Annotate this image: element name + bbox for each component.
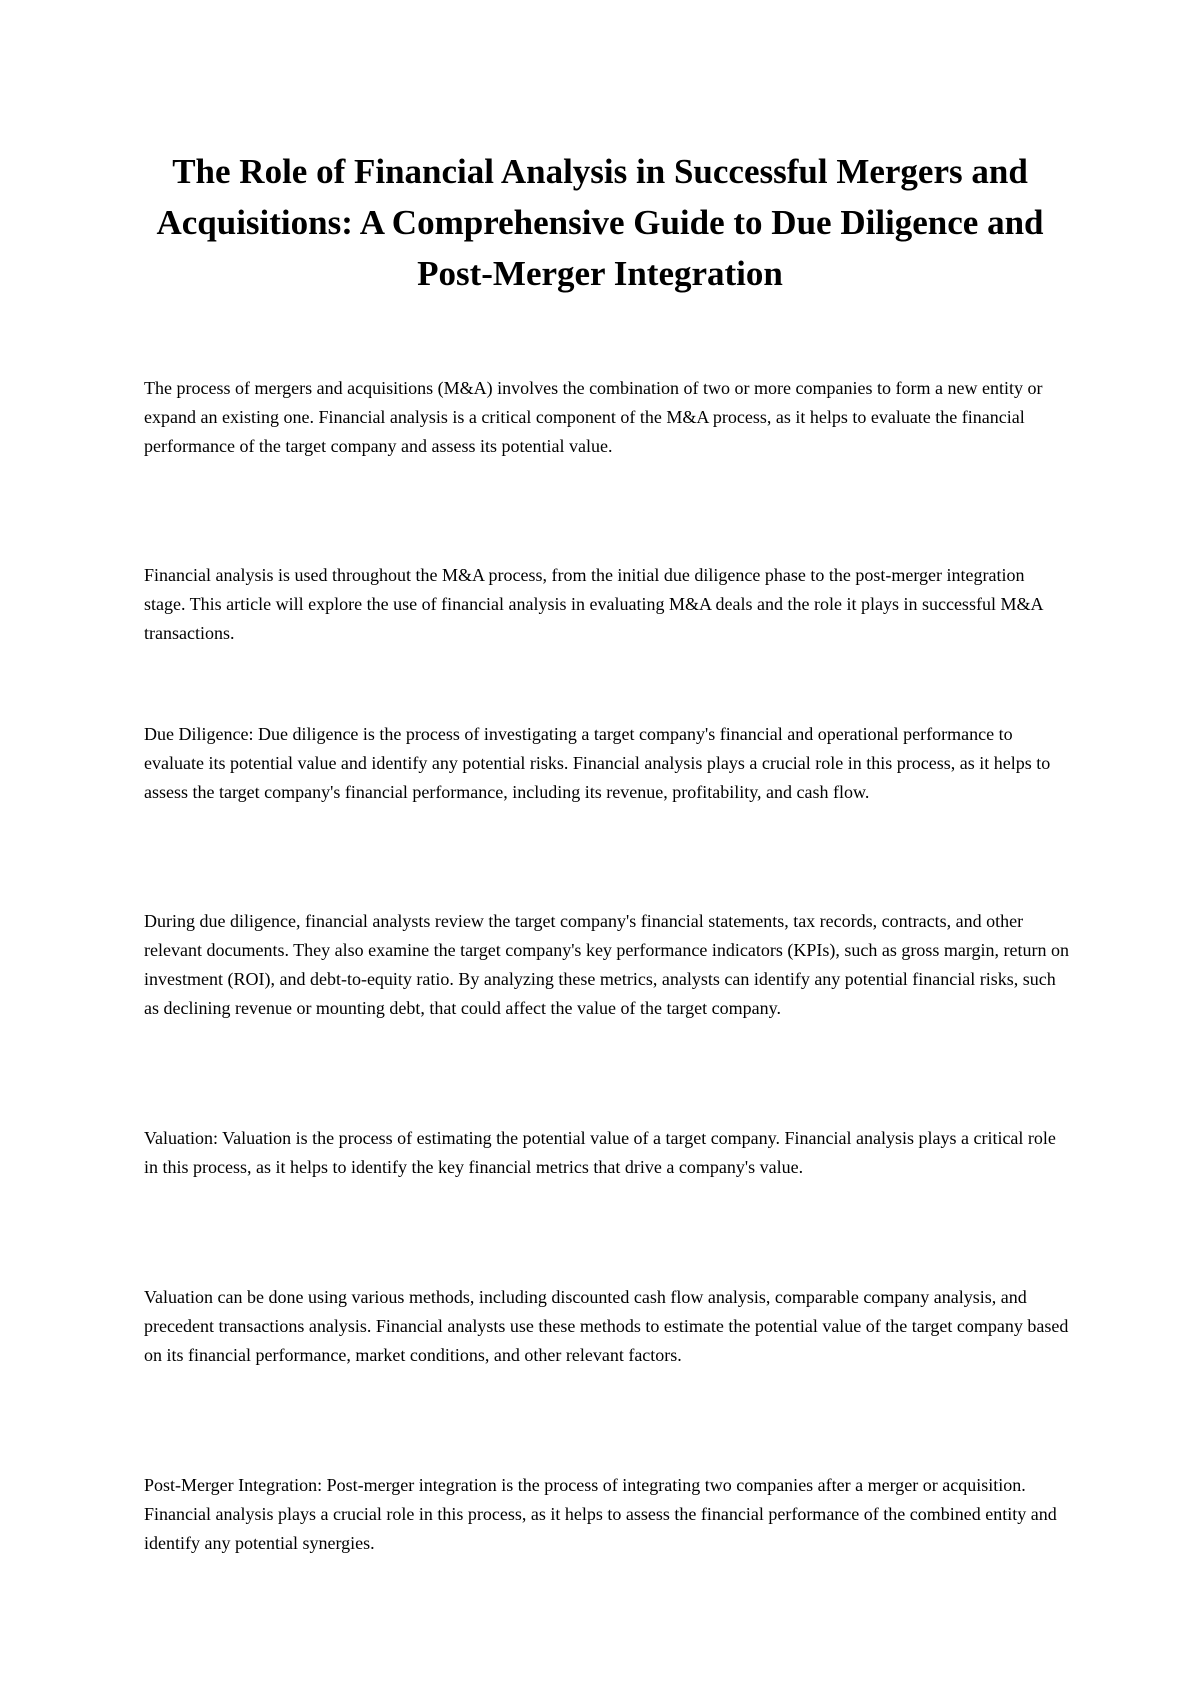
paragraph-due-diligence-review: During due diligence, financial analysts review the target company's financial statements, tax records, contracts, and other relevant documents. They also examine the target company's key performance indicators (KPIs), such as gross margin, return on investment (ROI), and debt-to-equity ratio. By analyzing these metrics, analysts can identify any potential financial risks, such as declining revenue or mounting debt, that could affect the value of the target company.: [144, 911, 1069, 1018]
paragraph-valuation: Valuation: Valuation is the process of estimating the potential value of a target company. Financial analysis plays a critical role in this process, as it helps to identify the key financial metrics that drive a company's value.: [144, 1128, 1056, 1177]
paragraph-valuation-methods: Valuation can be done using various methods, including discounted cash flow analysis, comparable company analysis, and precedent transactions analysis. Financial analysts use these methods to estimate the potential value of the target company based on its financial performance, market conditions, and other relevant factors.: [144, 1287, 1069, 1365]
paragraph-intro: The process of mergers and acquisitions (M&A) involves the combination of two or more companies to form a new entity or expand an existing one. Financial analysis is a critical component of the M&A process, as it helps to evaluate the financial performance of the target company and assess its potential value.: [144, 378, 1043, 456]
document-title: The Role of Financial Analysis in Successful Mergers and Acquisitions: A Comprehensive Guide to Due Diligence and Post-Merger Integration: [156, 152, 1044, 293]
paragraph-post-merger-integration: Post-Merger Integration: Post-merger integration is the process of integrating two companies after a merger or acquisition. Financial analysis plays a crucial role in this process, as it helps to assess the financial performance of the combined entity and identify any potential synergies.: [144, 1475, 1057, 1553]
paragraph-overview: Financial analysis is used throughout the M&A process, from the initial due diligence phase to the post-merger integration stage. This article will explore the use of financial analysis in evaluating M&A deals and the role it plays in successful M&A transactions.: [144, 565, 1043, 643]
paragraph-due-diligence: Due Diligence: Due diligence is the process of investigating a target company's financial and operational performance to evaluate its potential value and identify any potential risks. Financial analysis plays a crucial role in this process, as it helps to assess the target company's financial performance, including its revenue, profitability, and cash flow.: [144, 724, 1051, 802]
